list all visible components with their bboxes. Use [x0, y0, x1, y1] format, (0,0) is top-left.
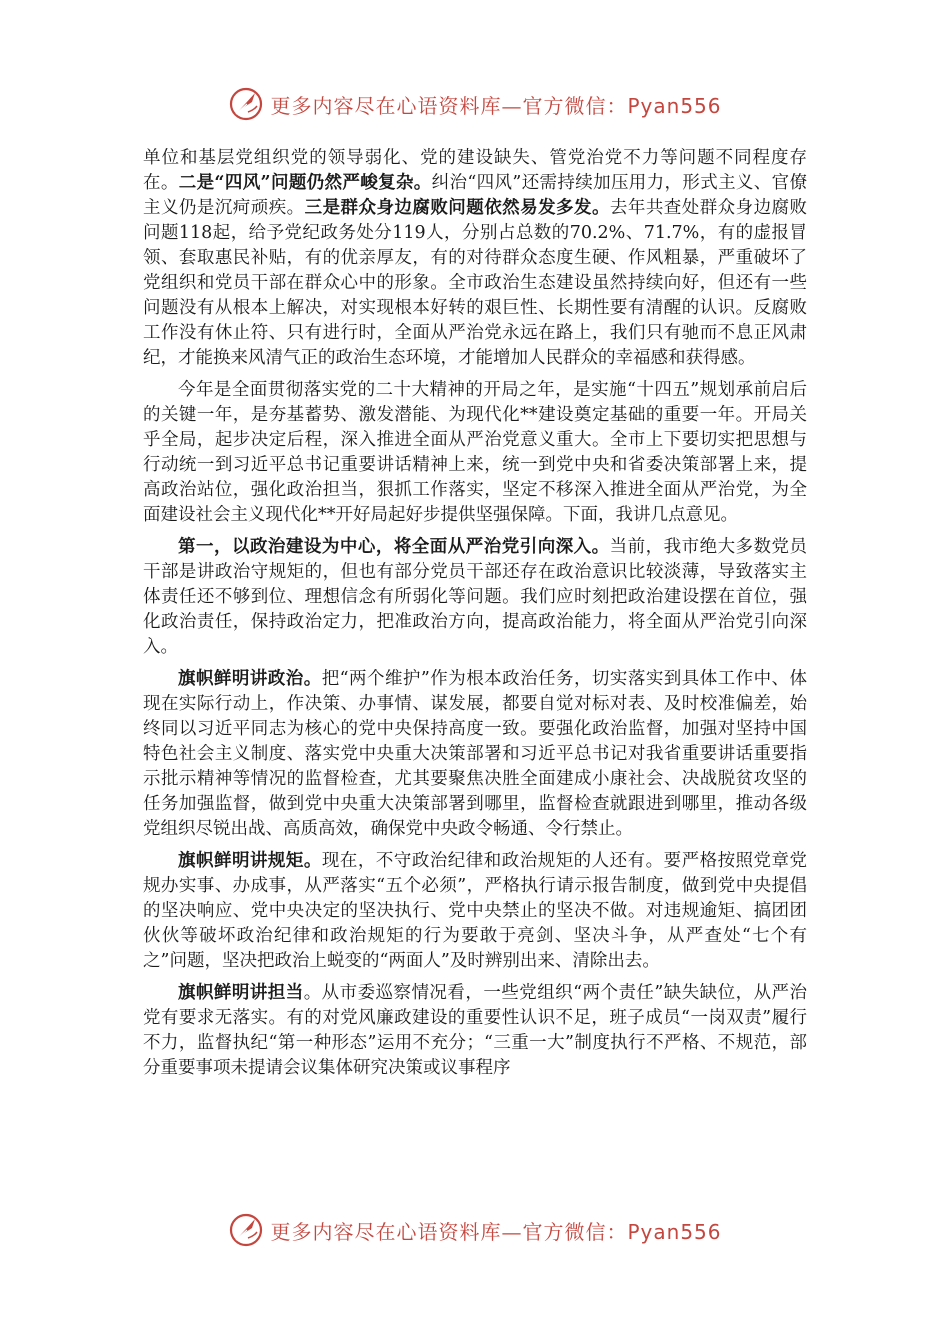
paragraph: 今年是全面贯彻落实党的二十大精神的开局之年，是实施“十四五”规划承前启后的关键一年，是夯基蓄势、激发潜能、为现代化**建设奠定基础的重要一年。开局关乎全局，起步决定后程，深入推进全面从严治党意义重大。全市上下要切实把思想与行动统一到习近平总书记重要讲话精神上来，统一到党中央和省委决策部署上来，提高政治站位，强化政治担当，狠抓工作落实，坚定不移深入推进全面从严治党，为全面建设社会主义现代化**开好局起好步提供坚强保障。下面，我讲几点意见。: [143, 380, 807, 525]
wechat-id: Pyan556: [627, 93, 722, 118]
paragraph: 第一，以政治建设为中心，将全面从严治党引向深入。当前，我市绝大多数党员干部是讲政治守规矩的，但也有部分党员干部还存在政治意识比较淡薄，导致落实主体责任还不够到位、理想信念有所弱化等问题。我们应时刻把政治建设摆在首位，强化政治责任，保持政治定力，把准政治方向，提高政治能力，将全面从严治党引向深入。: [143, 537, 808, 657]
quill-logo-icon: [228, 1212, 264, 1248]
paragraph: 旗帜鲜明讲规矩。现在，不守政治纪律和政治规矩的人还有。要严格按照党章党规办实事、办成事，从严落实“五个必须”，严格执行请示报告制度，做到党中央提倡的坚决响应、党中央决定的坚决执行、党中央禁止的坚决不做。对违规逾矩、搞团团伙伙等破坏政治纪律和政治规矩的行为要敢于亮剑、坚决斗争，从严查处“七个有之”问题，坚决把政治上蜕变的“两面人”及时辨别出来、清除出去。: [143, 851, 808, 971]
paragraph: 旗帜鲜明讲担当。从市委巡察情况看，一些党组织“两个责任”缺失缺位，从严治党有要求无落实。有的对党风廉政建设的重要性认识不足，班子成员“一岗双责”履行不力，监督执纪“第一种形态”运用不充分；“三重一大”制度执行不严格、不规范，部分重要事项未提请会议集体研究决策或议事程序: [143, 983, 807, 1078]
quill-logo-icon: [228, 86, 264, 122]
watermark-text: 更多内容尽在心语资料库—官方微信：Pyan556: [270, 93, 722, 118]
paragraph: 旗帜鲜明讲政治。把“两个维护”作为根本政治任务，切实落实到具体工作中、体现在实际行动上，作决策、办事情、谋发展，都要自觉对标对表、及时校准偏差，始终同以习近平同志为核心的党中央保持高度一致。要强化政治监督，加强对坚持中国特色社会主义制度、落实党中央重大决策部署和习近平总书记对我省重要讲话重要指示批示精神等情况的监督检查，尤其要聚焦决胜全面建成小康社会、决战脱贫攻坚的任务加强监督，做到党中央重大决策部署到哪里，监督检查就跟进到哪里，推动各级党组织尽锐出战、高质高效，确保党中央政令畅通、令行禁止。: [143, 669, 807, 839]
document-body: [143, 146, 807, 1088]
paragraph: 单位和基层党组织党的领导弱化、党的建设缺失、管党治党不力等问题不同程度存在。二是“四风”问题仍然严峻复杂。纠治“四风”还需持续加压用力，形式主义、官僚主义仍是沉疴顽疾。三是群众身边腐败问题依然易发多发。去年共查处群众身边腐败问题118起，给予党纪政务处分119人，分别占总数的70.2%、71.7%，有的虚报冒领、套取惠民补贴，有的优亲厚友，有的对待群众态度生硬、作风粗暴，严重破坏了党组织和党员干部在群众心中的形象。全市政治生态建设虽然持续向好，但还有一些问题没有从根本上解决，对实现根本好转的艰巨性、长期性要有清醒的认识。反腐败工作没有休止符、只有进行时，全面从严治党永远在路上，我们只有驰而不息正风肃纪，才能换来风清气正的政治生态环境，才能增加人民群众的幸福感和获得感。: [143, 148, 808, 368]
watermark-text: 更多内容尽在心语资料库—官方微信：Pyan556: [270, 1219, 722, 1244]
footer-watermark: [0, 1210, 950, 1250]
header-watermark: [0, 84, 950, 124]
wechat-id: Pyan556: [627, 1219, 722, 1244]
